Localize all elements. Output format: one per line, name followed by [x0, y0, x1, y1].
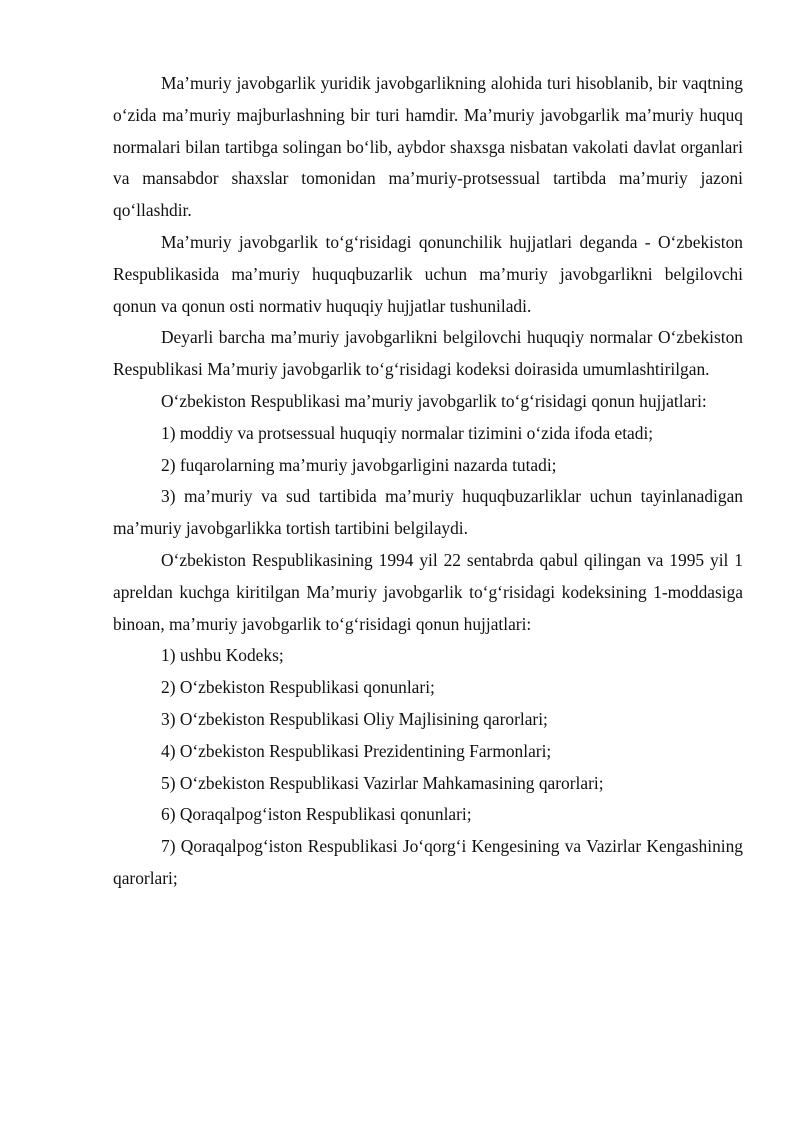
list-item: 5) O‘zbekiston Respublikasi Vazirlar Mahkamasining qarorlari; [161, 772, 604, 793]
list-item: 3) O‘zbekiston Respublikasi Oliy Majlisining qarorlari; [161, 708, 548, 729]
list-item: 3) ma’muriy va sud tartibida ma’muriy huquqbuzarliklar uchun tayinlanadigan ma’muriy javobgarlikka tortish tartibini belgilaydi. [113, 486, 743, 539]
list-item: 4) O‘zbekiston Respublikasi Prezidentining Farmonlari; [161, 740, 552, 761]
paragraph-legislation-meaning: Ma’muriy javobgarlik to‘g‘risidagi qonunchilik hujjatlari deganda - O‘zbekiston Respublikasida ma’muriy huquqbuzarlik uchun ma’muriy javobgarlikni belgilovchi qonun va qonun osti normativ huquqiy hujjatlar tushuniladi. [113, 231, 743, 316]
list-item: 1) moddiy va protsessual huquqiy normalar tizimini o‘zida ifoda etadi; [161, 422, 654, 443]
list-item: 1) ushbu Kodeks; [161, 645, 284, 666]
list-item: 2) fuqarolarning ma’muriy javobgarligini nazarda tutadi; [161, 454, 557, 475]
list-item: 6) Qoraqalpog‘iston Respublikasi qonunlari; [161, 804, 472, 825]
list-item: 7) Qoraqalpog‘iston Respublikasi Jo‘qorg‘i Kengesining va Vazirlar Kengashining qarorlari; [113, 836, 743, 888]
paragraph-code-article-1: O‘zbekiston Respublikasining 1994 yil 22 sentabrda qabul qilingan va 1995 yil 1 apreldan kuchga kiritilgan Ma’muriy javobgarlik to‘g‘risidagi kodeksining 1-moddasiga binoan, ma’muriy javobgarlik to‘g‘risidagi qonun hujjatlari: [113, 549, 743, 634]
paragraph-legislation-intro: O‘zbekiston Respublikasi ma’muriy javobgarlik to‘g‘risidagi qonun hujjatlari: [161, 390, 707, 411]
paragraph-definition: Ma’muriy javobgarlik yuridik javobgarlikning alohida turi hisoblanib, bir vaqtning o‘zida ma’muriy majburlashning bir turi hamdir. Ma’muriy javobgarlik ma’muriy huquq normalari bilan tartibga solingan bo‘lib, aybdor shaxsga nisbatan vakolati davlat organlari va mansabdor shaxslar tomonidan ma’muriy-protsessual tartibda ma’muriy jazoni qo‘llashdir. [113, 73, 743, 221]
list-item: 2) O‘zbekiston Respublikasi qonunlari; [161, 677, 435, 698]
document-page [113, 68, 743, 895]
paragraph-code-summary: Deyarli barcha ma’muriy javobgarlikni belgilovchi huquqiy normalar O‘zbekiston Respublikasi Ma’muriy javobgarlik to‘g‘risidagi kodeksi doirasida umumlashtirilgan. [113, 327, 743, 380]
